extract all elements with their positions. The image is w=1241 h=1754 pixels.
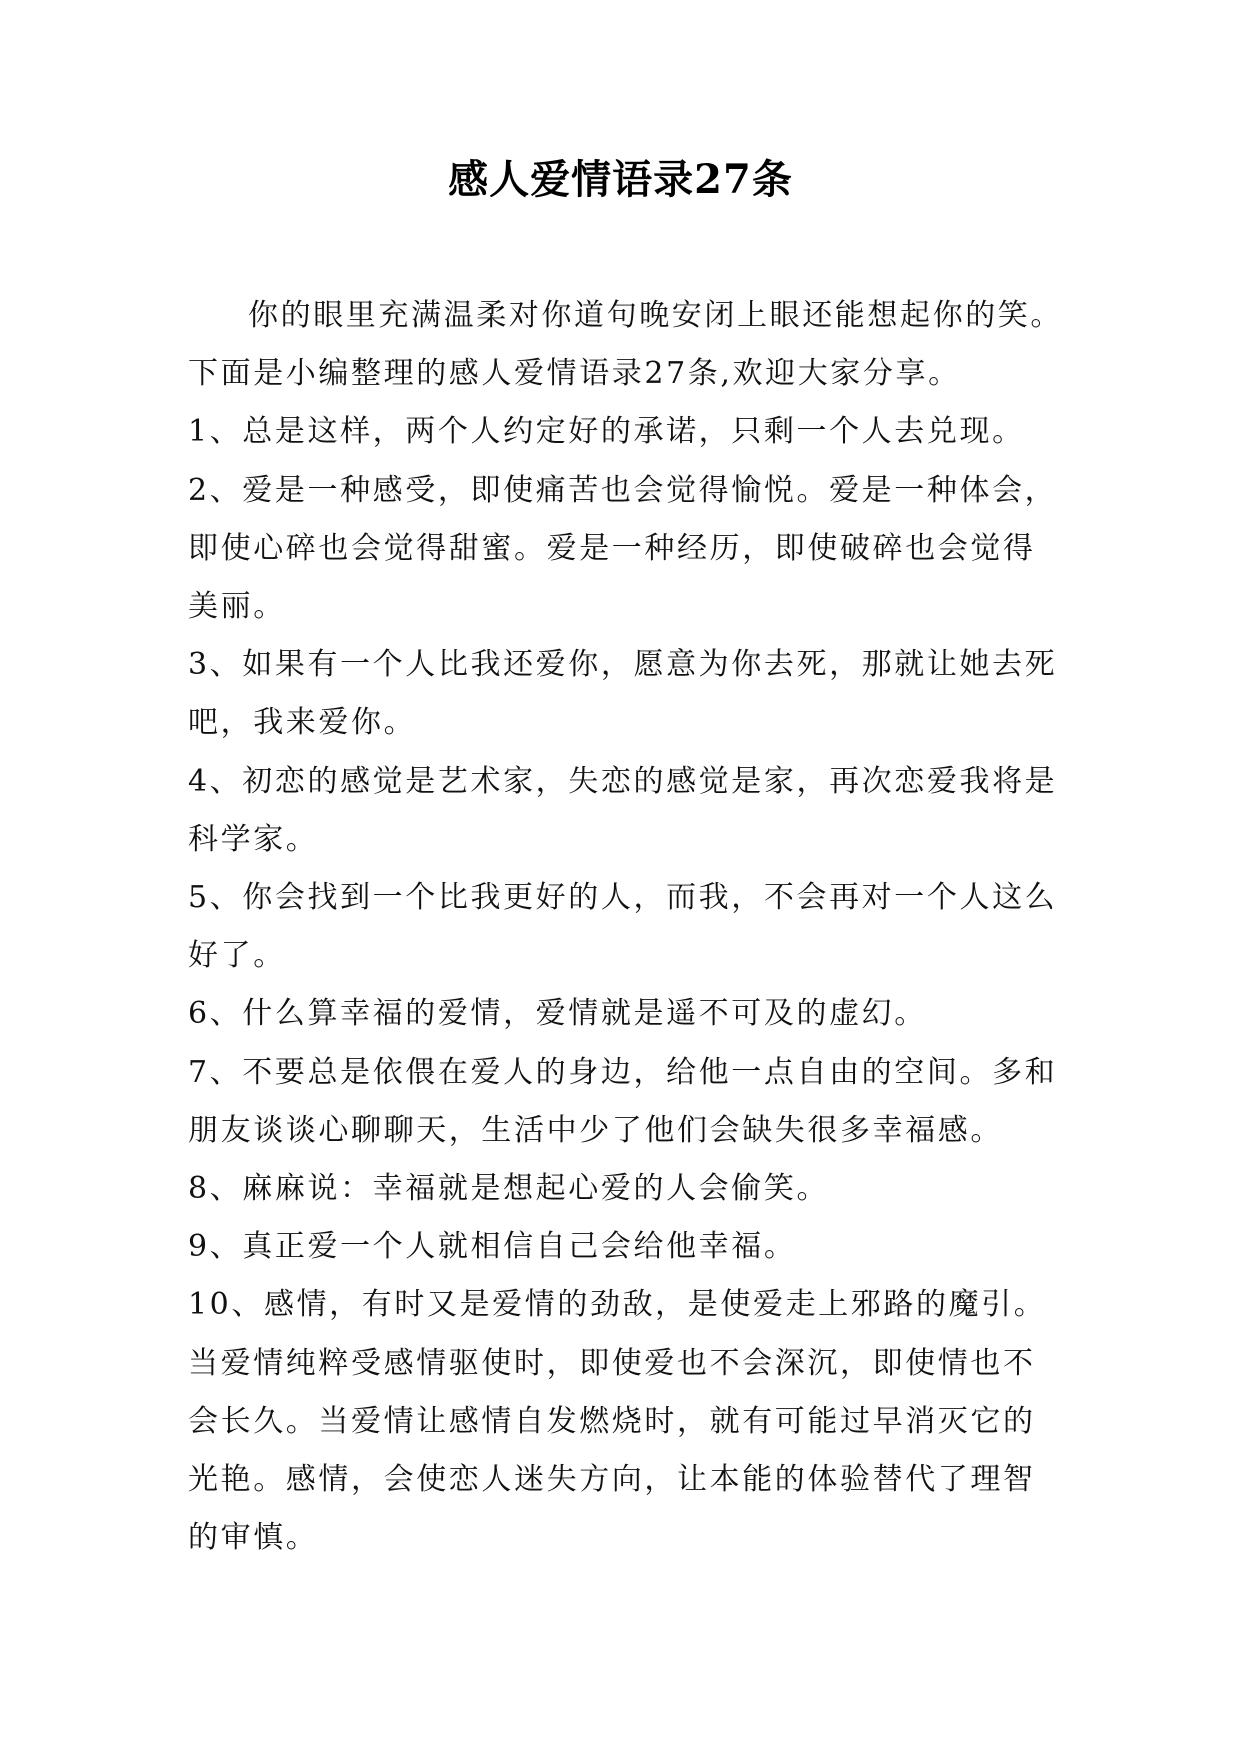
quote-item-1: 1、总是这样，两个人约定好的承诺，只剩一个人去兑现。 — [188, 414, 1025, 450]
quote-item-2: 2、爱是一种感受，即使痛苦也会觉得愉悦。爱是一种体会，即使心碎也会觉得甜蜜。爱是一种经历，即使破碎也会觉得美丽。 — [188, 472, 1058, 625]
quote-item-3: 3、如果有一个人比我还爱你，愿意为你去死，那就让她去死吧，我来爱你。 — [188, 647, 1058, 741]
quote-item-7: 7、不要总是依偎在爱人的身边，给他一点自由的空间。多和朋友谈谈心聊聊天，生活中少了他们会缺失很多幸福感。 — [188, 1054, 1058, 1148]
quote-item-4: 4、初恋的感觉是艺术家，失恋的感觉是家，再次恋爱我将是科学家。 — [188, 763, 1058, 857]
quote-item-9: 9、真正爱一个人就相信自己会给他幸福。 — [188, 1229, 797, 1265]
document-title: 感人爱情语录27条 — [448, 156, 793, 203]
quote-item-10: 10、感情，有时又是爱情的劲敌，是使爱走上邪路的魔引。当爱情纯粹受感情驱使时，即使爱也不会深沉，即使情也不会长久。当爱情让感情自发燃烧时，就有可能过早消灭它的光艳。感情，会使恋人迷失方向，让本能的体验替代了理智的审慎。 — [188, 1287, 1047, 1556]
document-body — [188, 287, 1068, 1567]
quote-item-6: 6、什么算幸福的爱情，爱情就是遥不可及的虚幻。 — [188, 996, 927, 1032]
quote-item-5: 5、你会找到一个比我更好的人，而我，不会再对一个人这么好了。 — [188, 880, 1058, 974]
quote-item-8: 8、麻麻说：幸福就是想起心爱的人会偷笑。 — [188, 1171, 830, 1207]
intro-paragraph: 你的眼里充满温柔对你道句晚安闭上眼还能想起你的笑。下面是小编整理的感人爱情语录27条,欢迎大家分享。 — [188, 298, 1063, 392]
